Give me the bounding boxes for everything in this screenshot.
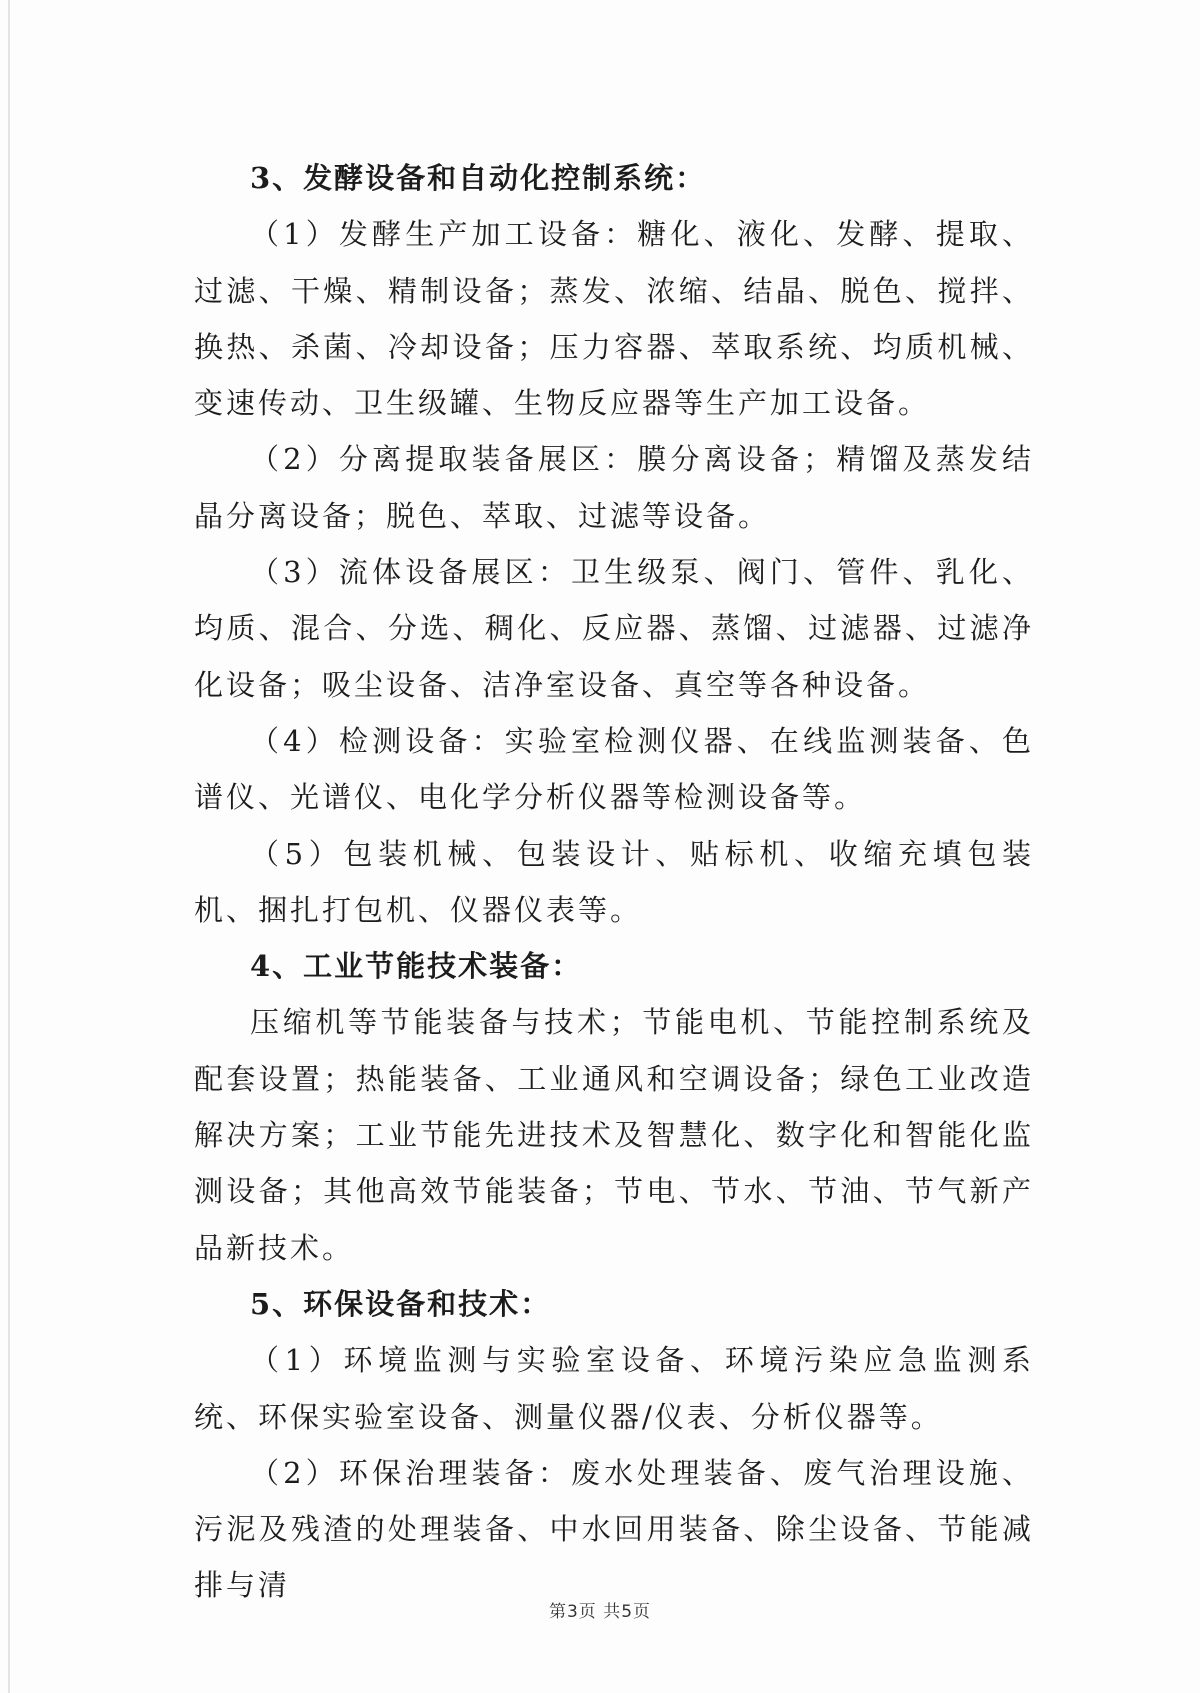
list-item-testing-equipment: （4）检测设备：实验室检测仪器、在线监测装备、色谱仪、光谱仪、电化学分析仪器等检测设备等。	[194, 723, 1034, 815]
list-item-environment-monitoring: （1）环境监测与实验室设备、环境污染应急监测系统、环保实验室设备、测量仪器/仪表、分析仪器等。	[194, 1343, 1034, 1434]
document-body	[194, 150, 1034, 1614]
list-item-fermentation-equipment: （1）发酵生产加工设备：糖化、液化、发酵、提取、过滤、干燥、精制设备；蒸发、浓缩、结晶、脱色、搅拌、换热、杀菌、冷却设备；压力容器、萃取系统、均质机械、变速传动、卫生级罐、生物反应器等生产加工设备。	[194, 217, 1034, 421]
list-item-environment-treatment: （2）环保治理装备：废水处理装备、废气治理设施、污泥及残渣的处理装备、中水回用装备、除尘设备、节能减排与清	[194, 1455, 1034, 1603]
list-item-separation-extraction: （2）分离提取装备展区：膜分离设备；精馏及蒸发结晶分离设备；脱色、萃取、过滤等设备。	[194, 442, 1034, 533]
page-number: 第3页 共5页	[548, 1602, 652, 1622]
section-heading-5: 5、环保设备和技术：	[250, 1286, 552, 1321]
list-item-fluid-equipment: （3）流体设备展区：卫生级泵、阀门、管件、乳化、均质、混合、分选、稠化、反应器、蒸馏、过滤器、过滤净化设备；吸尘设备、洁净室设备、真空等各种设备。	[194, 555, 1034, 702]
paragraph-energy-saving: 压缩机等节能装备与技术；节能电机、节能控制系统及配套设置；热能装备、工业通风和空调设备；绿色工业改造解决方案；工业节能先进技术及智慧化、数字化和智能化监测设备；其他高效节能装备；节电、节水、节油、节气新产品新技术。	[194, 1005, 1034, 1265]
scan-edge-line	[8, 0, 10, 1693]
section-heading-3: 3、发酵设备和自动化控制系统：	[250, 161, 707, 195]
list-item-packaging-machinery: （5）包装机械、包装设计、贴标机、收缩充填包装机、捆扎打包机、仪器仪表等。	[194, 836, 1034, 927]
section-heading-4: 4、工业节能技术装备：	[250, 949, 583, 984]
